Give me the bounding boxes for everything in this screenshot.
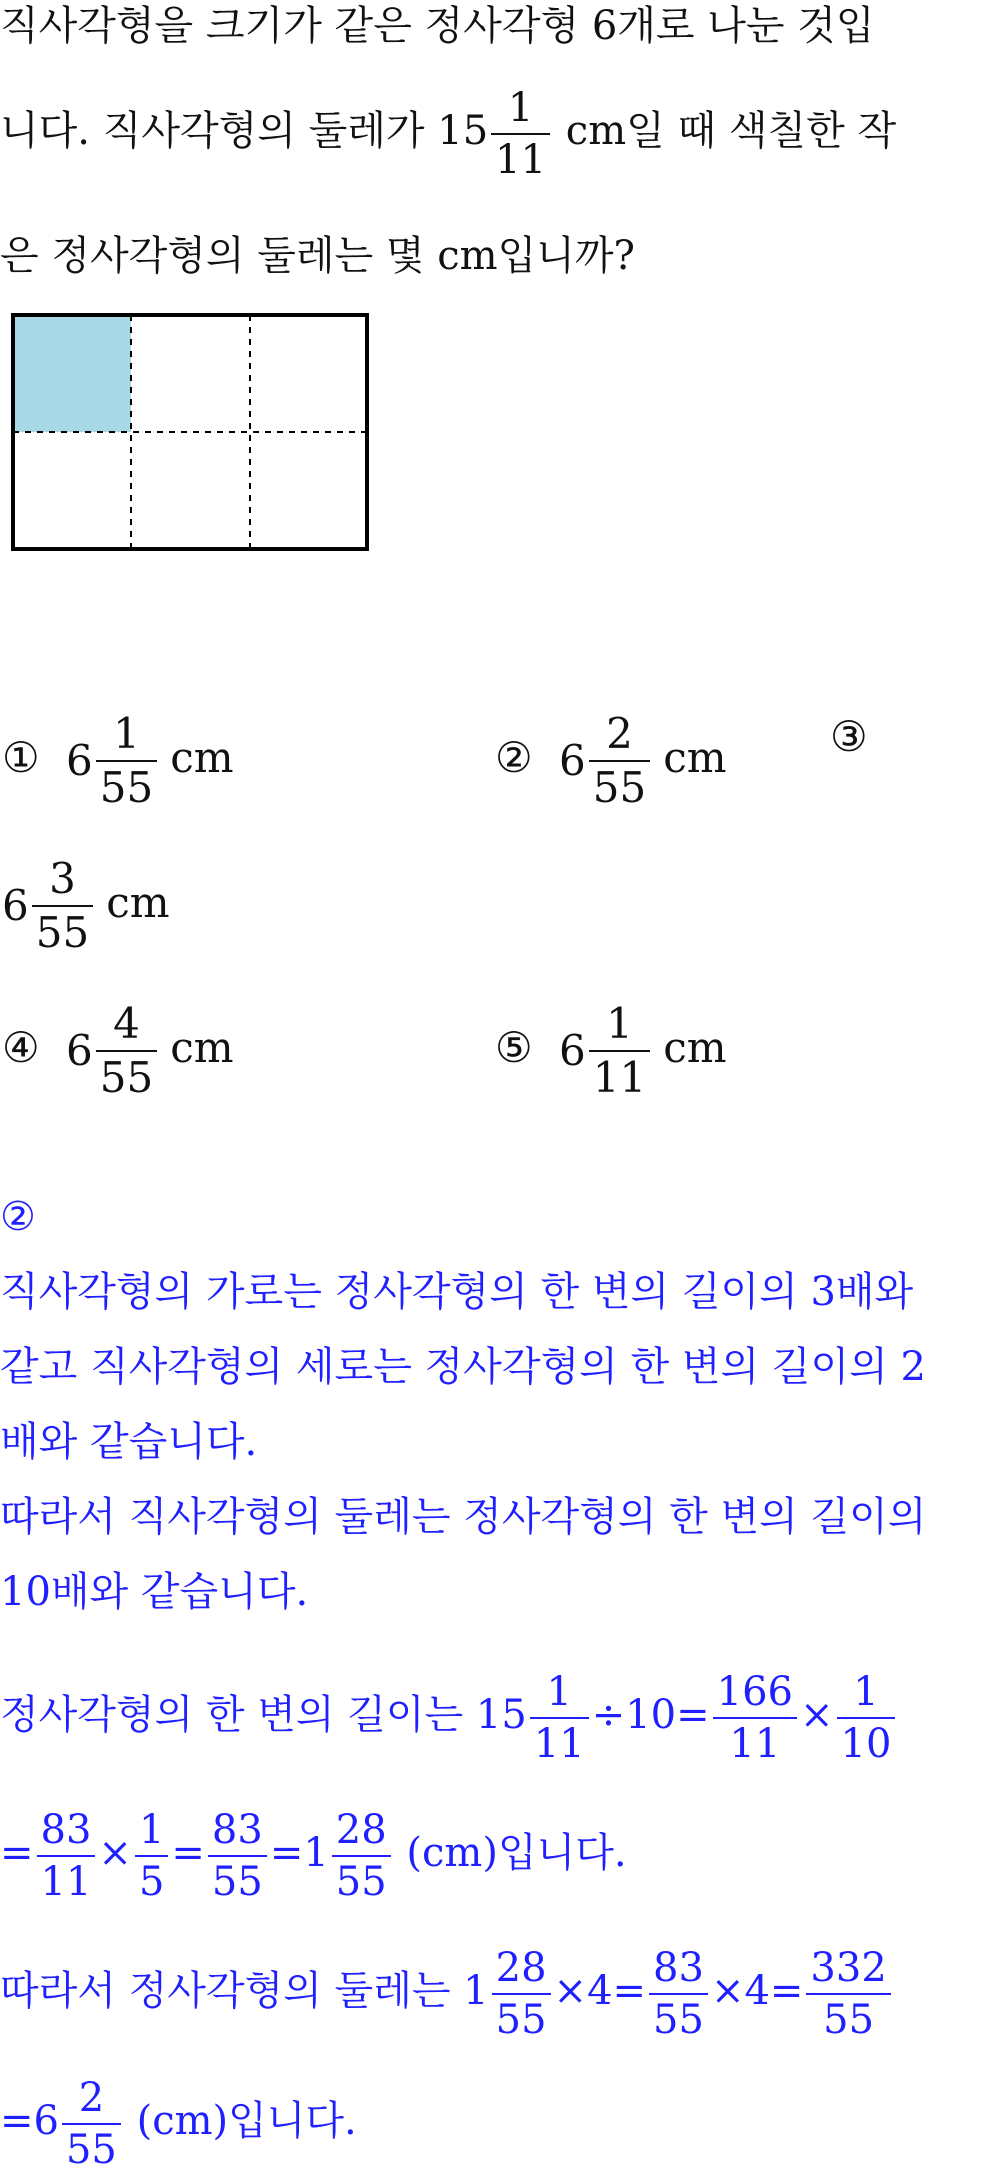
fraction-denominator: 55 [99, 763, 154, 812]
perimeter-fraction [491, 85, 550, 183]
fraction [135, 1807, 168, 1905]
option-marker: ③ [830, 712, 868, 761]
fraction-denominator: 11 [533, 1721, 585, 1767]
option-whole: 6 [66, 736, 93, 785]
option-marker: ⑤ [495, 1023, 533, 1072]
fraction-numerator: 4 [96, 1003, 157, 1052]
fraction-numerator: 166 [713, 1672, 797, 1719]
option-unit: cm [663, 733, 727, 782]
text-segment: 따라서 정사각형의 둘레는 1 [0, 1968, 489, 2014]
explanation-line-9 [0, 2075, 357, 2173]
option-marker: ② [495, 733, 533, 782]
explanation-line-2: 같고 직사각형의 세로는 정사각형의 한 변의 길이의 2 [0, 1344, 926, 1390]
text-segment: ×4= [553, 1968, 647, 2014]
fraction [806, 1945, 890, 2043]
fraction-denominator: 55 [35, 908, 90, 957]
question-line-2-post: cm일 때 색칠한 작 [565, 108, 897, 154]
explanation-line-7 [0, 1807, 627, 1905]
text-segment: = [0, 1830, 34, 1876]
fraction-denominator: 11 [592, 1053, 647, 1102]
fraction-denominator: 55 [823, 1997, 875, 2043]
option-1[interactable] [2, 709, 234, 812]
fraction [649, 1945, 708, 2043]
question-line-1: 직사각형을 크기가 같은 정사각형 6개로 나눈 것입 [0, 3, 875, 49]
fraction [208, 1807, 267, 1905]
text-segment: × [800, 1692, 834, 1738]
fraction-denominator: 55 [495, 1997, 547, 2043]
option-fraction [32, 854, 93, 957]
option-whole: 6 [559, 736, 586, 785]
fraction-numerator: 2 [589, 713, 650, 762]
fraction-denominator: 10 [840, 1721, 892, 1767]
fraction-numerator: 83 [37, 1810, 96, 1857]
fraction-denominator: 55 [653, 1997, 704, 2043]
fraction-numerator: 1 [491, 88, 550, 135]
option-fraction [96, 709, 157, 812]
explanation-line-8 [0, 1945, 894, 2043]
fraction-numerator: 1 [837, 1672, 896, 1719]
fraction-denominator: 5 [138, 1859, 165, 1905]
shaded-square [13, 315, 131, 432]
question-line-2 [0, 85, 897, 183]
text-segment: ÷10= [591, 1692, 710, 1738]
fraction-denominator: 55 [335, 1859, 387, 1905]
option-marker: ④ [2, 1023, 40, 1072]
option-whole: 6 [559, 1026, 586, 1075]
text-segment: × [98, 1830, 132, 1876]
fraction-numerator: 1 [96, 713, 157, 762]
fraction [332, 1807, 391, 1905]
text-segment: = [171, 1830, 205, 1876]
fraction-numerator: 1 [530, 1672, 589, 1719]
fraction-numerator: 1 [135, 1810, 168, 1857]
fraction-numerator: 83 [649, 1948, 708, 1995]
text-segment: =1 [269, 1830, 329, 1876]
fraction-denominator: 11 [729, 1721, 781, 1767]
fraction-numerator: 3 [32, 858, 93, 907]
fraction-denominator: 55 [211, 1859, 263, 1905]
explanation-line-4: 따라서 직사각형의 둘레는 정사각형의 한 변의 길이의 [0, 1494, 927, 1540]
fraction-numerator: 28 [492, 1948, 551, 1995]
fraction [37, 1807, 96, 1905]
option-whole: 6 [66, 1026, 93, 1075]
fraction-denominator: 11 [495, 137, 547, 183]
option-fraction [589, 709, 650, 812]
rectangle-figure [10, 312, 370, 552]
fraction-numerator: 332 [806, 1948, 890, 1995]
fraction [713, 1669, 797, 1767]
question-line-2-pre: 니다. 직사각형의 둘레가 15 [0, 108, 489, 154]
fraction [62, 2075, 121, 2173]
fraction [530, 1669, 589, 1767]
question-line-3: 은 정사각형의 둘레는 몇 cm입니까? [0, 233, 635, 279]
fraction-denominator: 55 [592, 763, 647, 812]
option-fraction [589, 999, 650, 1102]
fraction-denominator: 55 [99, 1053, 154, 1102]
option-marker: ① [2, 733, 40, 782]
text-segment: 정사각형의 한 변의 길이는 15 [0, 1692, 527, 1738]
option-unit: cm [170, 733, 234, 782]
explanation-line-3: 배와 같습니다. [0, 1419, 258, 1465]
option-4[interactable] [2, 999, 234, 1102]
fraction [492, 1945, 551, 2043]
text-segment: ×4= [710, 1968, 804, 2014]
option-fraction [96, 999, 157, 1102]
text-segment: =6 [0, 2098, 59, 2144]
answer-marker: ② [0, 1194, 36, 1240]
fraction-numerator: 2 [62, 2078, 121, 2125]
option-2[interactable] [495, 709, 727, 812]
option-3[interactable] [2, 854, 170, 957]
fraction-denominator: 55 [65, 2127, 117, 2173]
option-3-marker[interactable] [830, 713, 894, 761]
fraction-numerator: 1 [589, 1003, 650, 1052]
fraction [837, 1669, 896, 1767]
fraction-numerator: 28 [332, 1810, 391, 1857]
option-whole: 6 [2, 881, 29, 930]
text-segment: (cm)입니다. [406, 1830, 627, 1876]
fraction-numerator: 83 [208, 1810, 267, 1857]
option-unit: cm [106, 878, 170, 927]
explanation-line-6 [0, 1669, 898, 1767]
text-segment: (cm)입니다. [136, 2098, 357, 2144]
explanation-line-1: 직사각형의 가로는 정사각형의 한 변의 길이의 3배와 [0, 1269, 914, 1315]
option-unit: cm [170, 1023, 234, 1072]
option-unit: cm [663, 1023, 727, 1072]
explanation-line-5: 10배와 같습니다. [0, 1569, 309, 1615]
fraction-denominator: 11 [40, 1859, 92, 1905]
option-5[interactable] [495, 999, 727, 1102]
